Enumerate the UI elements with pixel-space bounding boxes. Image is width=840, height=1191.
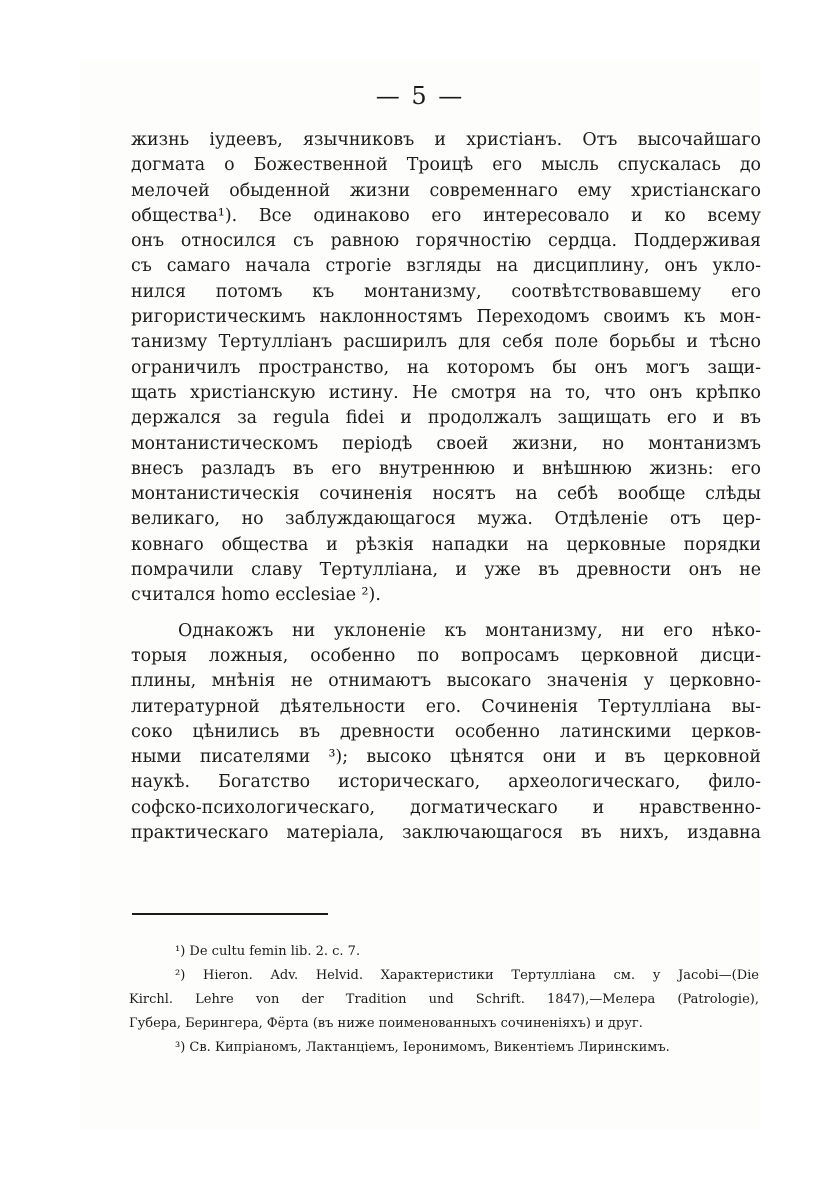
footnote-divider [132,913,328,915]
paragraph-gap [131,609,761,619]
text-line: наукѣ. Богатство историческаго, археологическаго, фило- [131,772,761,793]
text-line: нился потомъ къ монтанизму, соотвѣтствовавшему его [131,281,761,302]
text-line: считался homo ecclesiae ²). [131,585,381,606]
text-line: съ самаго начала строгіе взгляды на дисциплину, онъ укло- [131,256,761,277]
page-number: — 5 — [375,82,465,110]
text-line: торыя ложныя, особенно по вопросамъ церковной дисци- [131,645,761,666]
text-line: внесъ разладъ въ его внутреннюю и внѣшнюю жизнь: его [131,458,761,479]
text-line: ограничилъ пространство, на которомъ бы онъ могъ защи- [131,357,761,378]
text-line: ковнаго общества и рѣзкія нападки на церковные порядки [131,534,761,555]
footnote-line: ¹) De cultu femin lib. 2. c. 7. [175,944,361,959]
footnote-line: ²) Hieron. Adv. Helvid. Характеристики Тертулліана см. у Jacobi—(Die [175,968,759,983]
text-line: танизму Тертулліанъ расширилъ для себя поле борьбы и тѣсно [131,332,761,353]
text-line: великаго, но заблуждающагося мужа. Отдѣленіе отъ цер- [131,509,761,530]
text-line: щать христіанскую истину. Не смотря на то, что онъ крѣпко [131,382,761,403]
text-line: соко цѣнились въ древности особенно латинскими церков- [131,721,761,742]
text-line: ными писателями ³); высоко цѣнятся они и въ церковной [131,747,761,768]
footnote-line: ³) Св. Кипріаномъ, Лактанціемъ, Іеронимомъ, Викентіемъ Лиринскимъ. [175,1040,670,1055]
text-line: ригористическимъ наклонностямъ Переходомъ своимъ къ мон- [131,307,761,328]
footnotes [129,940,759,1060]
text-line: плины, мнѣнія не отнимаютъ высокаго значенія у церковно- [131,671,761,692]
text-line: софско-психологическаго, догматическаго и нравственно- [131,797,761,818]
text-line: держался за regula fidei и продолжалъ защищать его и въ [131,408,761,429]
text-line: мелочей обыденной жизни современнаго ему христіанскаго [131,180,761,201]
text-line: Однакожъ ни уклоненіе къ монтанизму, ни его нѣко- [178,620,761,641]
text-line: жизнь іудеевъ, язычниковъ и христіанъ. Отъ высочайшаго [131,130,761,150]
text-line: догмата о Божественной Троицѣ его мысль спускалась до [131,155,761,176]
text-line: общества¹). Все одинаково его интересовало и ко всему [131,205,761,226]
book-page [80,60,760,1130]
text-line: онъ относился съ равною горячностію сердца. Поддерживая [131,231,761,252]
text-line: помрачили славу Тертулліана, и уже въ древности онъ не [131,560,761,581]
body-text [131,128,761,846]
footnote-line: Губера, Берингера, Фёрта (въ ниже поименованныхъ сочиненіяхъ) и друг. [129,1016,643,1031]
text-line: монтанистическомъ періодѣ своей жизни, но монтанизмъ [131,433,761,454]
text-line: практическаго матеріала, заключающагося въ нихъ, издавна [131,823,761,844]
text-line: монтанистическія сочиненія носятъ на себѣ вообще слѣды [131,484,761,505]
text-line: литературной дѣятельности его. Сочиненія Тертулліана вы- [131,696,761,717]
footnote-line: Kirchl. Lehre von der Tradition und Schrift. 1847),—Мелера (Patrologie), [129,992,759,1007]
